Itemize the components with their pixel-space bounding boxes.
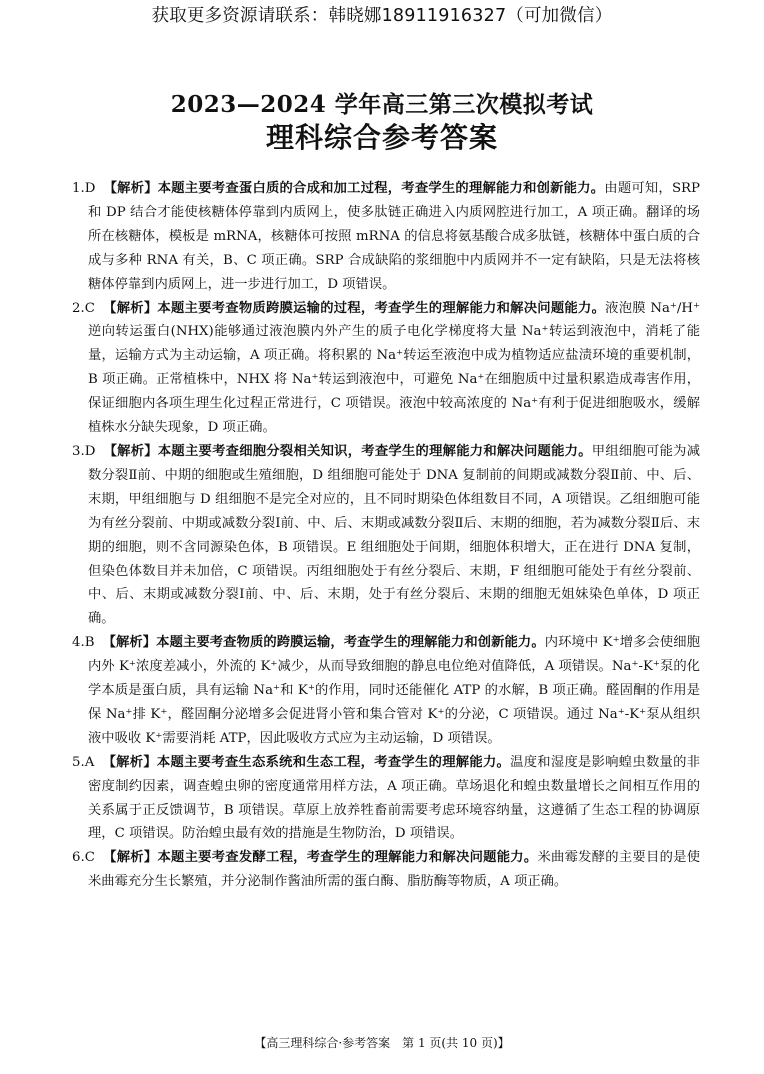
- analysis-body: 甲组细胞可能为减数分裂Ⅱ前、中期的细胞或生殖细胞，D 组细胞可能处于 DNA 复制前的间期或减数分裂Ⅱ前、中、后、末期，甲组细胞与 D 组细胞不是完全对应的，且不同时期染色体组数目不同，A 项错误。乙组细胞可能为有丝分裂前、中期或减数分裂Ⅰ前、中、后、末期或减数分裂Ⅱ后、末期的细胞，若为减数分裂Ⅱ后、末期的细胞，则不含同源染色体，B 项错误。E 组细胞处于间期，细胞体积增大，正在进行 DNA 复制，但染色体数目并未加倍，C 项错误。丙组细胞处于有丝分裂后、末期，F 组细胞可能处于有丝分裂前、中、后、末期或减数分裂Ⅰ前、中、后、末期，处于有丝分裂后、末期的细胞无姐妹染色单体，D 项正确。: [88, 443, 701, 627]
- analysis-focus: 本题主要考查发酵工程，考查学生的理解能力和解决问题能力。: [157, 850, 538, 866]
- analysis-tag: 【解析】: [103, 181, 158, 196]
- question-number: 2.: [72, 300, 85, 316]
- question-number: 3.: [72, 443, 85, 459]
- answer-item-2: [72, 297, 700, 440]
- question-number: 5.: [72, 754, 85, 770]
- question-number: 1.: [72, 181, 85, 196]
- analysis-tag: 【解析】: [102, 754, 157, 770]
- answer-item-5: [72, 751, 700, 847]
- answer-item-6: [72, 846, 700, 894]
- analysis-tag: 【解析】: [102, 850, 158, 866]
- analysis-body: 内环境中 K⁺增多会使细胞内外 K⁺浓度差减小，外流的 K⁺减少，从而导致细胞的静息电位绝对值降低，A 项错误。Na⁺-K⁺泵的化学本质是蛋白质，具有运输 Na⁺和 K⁺的作用，同时还能催化 ATP 的水解，B 项正确。醛固酮的作用是保 Na⁺排 K⁺，醛固酮分泌增多会促进肾小管和集合管对 K⁺的分泌，C 项错误。通过 Na⁺-K⁺泵从组织液中吸收 K⁺需要消耗 ATP，因此吸收方式应为主动运输，D 项错误。: [88, 635, 701, 746]
- answer-item-4: [72, 631, 700, 751]
- answer-item-1: [72, 177, 700, 297]
- question-number: 6.: [72, 850, 85, 866]
- analysis-focus: 本题主要考查细胞分裂相关知识，考查学生的理解能力和解决问题能力。: [157, 443, 592, 459]
- analysis-body: 温度和湿度是影响蝗虫数量的非密度制约因素，调查蝗虫卵的密度通常用样方法，A 项正确。草场退化和蝗虫数量增长之间相互作用的关系属于正反馈调节，B 项错误。草原上放养牲畜前需要考虑环境容纳量，这遵循了生态工程的协调原理，C 项错误。防治蝗虫最有效的措施是生物防治，D 项错误。: [88, 754, 701, 842]
- exam-title: 2023—2024 学年高三第三次模拟考试: [170, 91, 594, 118]
- answer-choice: D: [84, 443, 96, 459]
- analysis-focus: 本题主要考查物质跨膜运输的过程，考查学生的理解能力和解决问题能力。: [157, 300, 606, 316]
- answer-key-title: 理科综合参考答案: [265, 121, 498, 154]
- answer-choice: C: [84, 300, 95, 316]
- analysis-focus: 本题主要考查生态系统和生态工程，考查学生的理解能力。: [156, 754, 511, 770]
- answer-item-3: [72, 440, 700, 631]
- analysis-body: 液泡膜 Na⁺/H⁺逆向转运蛋白(NHX)能够通过液泡膜内外产生的质子电化学梯度将大量 Na⁺转运到液泡中，消耗了能量，运输方式为主动运输，A 项正确。将积累的 Na⁺转运至液泡中成为植物适应盐渍环境的重要机制，B 项正确。正常植株中，NHX 将 Na⁺转运到液泡中，可避免 Na⁺在细胞质中过量积累造成毒害作用，保证细胞内各项生理生化过程正常进行，C 项错误。液泡中较高浓度的 Na⁺有利于促进细胞吸水，缓解植株水分缺失现象，D 项正确。: [88, 300, 701, 436]
- analysis-focus: 本题主要考查蛋白质的合成和加工过程，考查学生的理解能力和创新能力。: [157, 181, 605, 196]
- answer-choice: C: [84, 850, 95, 866]
- contact-banner: 获取更多资源请联系：韩晓娜18911916327（可加微信）: [151, 6, 613, 26]
- analysis-body: 由题可知，SRP 和 DP 结合才能使核糖体停靠到内质网上，使多肽链正确进入内质网腔进行加工，A 项正确。翻译的场所在核糖体，模板是 mRNA，核糖体可按照 mRNA 的信息将氨基酸合成多肽链，核糖体中蛋白质的合成与多种 RNA 有关，B、C 项正确。SRP 合成缺陷的浆细胞中内质网并不一定有缺陷，只是无法将核糖体停靠到内质网上，进一步进行加工，D 项错误。: [88, 181, 701, 292]
- page-footer: 【高三理科综合·参考答案 第 1 页(共 10 页)】: [254, 1036, 510, 1050]
- analysis-tag: 【解析】: [102, 635, 157, 651]
- analysis-focus: 本题主要考查物质的跨膜运输，考查学生的理解能力和创新能力。: [156, 635, 545, 651]
- answer-choice: D: [84, 181, 96, 196]
- analysis-tag: 【解析】: [102, 300, 158, 316]
- question-number: 4.: [72, 635, 85, 651]
- answer-list: [72, 177, 700, 894]
- analysis-tag: 【解析】: [103, 443, 158, 459]
- analysis-body: 米曲霉发酵的主要目的是使米曲霉充分生长繁殖，并分泌制作酱油所需的蛋白酶、脂肪酶等物质，A 项正确。: [88, 850, 701, 890]
- answer-choice: A: [84, 754, 95, 770]
- answer-choice: B: [84, 635, 95, 651]
